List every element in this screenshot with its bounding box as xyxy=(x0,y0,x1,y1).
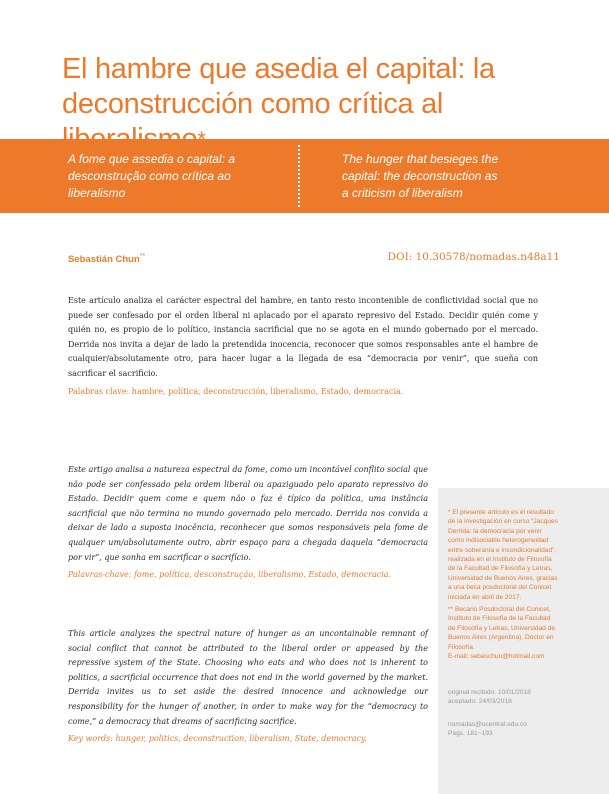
keywords-en-list: hunger, politics, deconstruction, liberalism, State, democracy. xyxy=(115,734,368,744)
keywords-en-label: Key words: xyxy=(68,734,113,744)
title-line-2-text: deconstrucción como crítica al xyxy=(62,88,444,120)
subtitle-pt-line: liberalismo xyxy=(68,186,126,200)
accepted-date: aceptado: 24/03/2018 xyxy=(448,698,512,706)
subtitle-en-line: a criticism of liberalism xyxy=(342,186,463,200)
abstract-portuguese xyxy=(68,463,428,583)
subtitle-en-line: capital: the deconstruction as xyxy=(342,169,498,183)
journal-email[interactable]: nomadas@ucentral.edu.co xyxy=(448,721,527,728)
abstract-pt-text: Este artigo analisa a natureza espectral da fome, como um incontável conflito social que não pode ser confessado pela ordem liberal ou apaziguado pelo aparato repressivo do Estado. Decidir quem come e quem não o faz é típico da política, uma instância sacrificial que não termina no mundo governado pelo mercado. Derrida nos convida a deixar de lado a suposta inocência, reconhecer que somos responsáveis pela fome de qualquer um/absolutamente outro, abrir espaço para a chegada daquela “democracia por vir”, que sonha em sacrificar o sacrifício. xyxy=(68,465,428,562)
keywords-es-list: hambre, política, deconstrucción, liberalismo, Estado, democracia. xyxy=(131,386,404,396)
keywords-es-label: Palabras clave: xyxy=(68,386,130,396)
keywords-spanish xyxy=(68,385,538,400)
keywords-english xyxy=(68,732,428,747)
abstract-en-text: This article analyzes the spectral nature of hunger as an uncontainable remnant of social conflict that cannot be attributed to the liberal order or appeased by the repressive system of the State. Choosing who eats and who does not is inherent to politics, a sacrificial occurrence that does not end in the world governed by the market. Derrida invites us to set aside the desired innocence and acknowledge our responsibility for the hunger of another, in order to make way for the “democracy to come,” a democracy that dreams of sacrificing sacrifice. xyxy=(68,629,428,726)
subtitle-band xyxy=(0,139,609,213)
submission-dates xyxy=(448,688,558,707)
subtitle-portuguese xyxy=(68,151,268,202)
abstract-english xyxy=(68,627,428,747)
band-divider xyxy=(298,145,300,207)
doi-link[interactable]: DOI: 10.30578/nomadas.n48a11 xyxy=(387,251,560,263)
page-range: Págs. 181~193 xyxy=(448,730,493,738)
abstract-spanish xyxy=(68,294,538,399)
abstract-es-text: Este artículo analiza el carácter espectral del hambre, en tanto resto incontenible de conflictividad social que no puede ser confesado por el orden liberal ni aplacado por el aparato represivo del Estado. Decidir quién come y quién no, es propio de lo político, instancia sacrificial que no se agota en el mundo gobernado por el mercado. Derrida nos invita a dejar de lado la pretendida inocencia, reconocer que somos responsables ante el hambre de cualquier/absolutamente otro, para hacer lugar a la llegada de esa “democracia por venir”, que sueña con sacrificar el sacrificio. xyxy=(68,296,538,378)
footnote-author xyxy=(448,605,558,661)
keywords-pt-list: fome, política, desconstrução, liberalismo, Estado, democracia. xyxy=(133,570,392,580)
author-name-text: Sebastián Chun xyxy=(68,254,140,266)
author-name xyxy=(68,253,145,265)
title-line-1: El hambre que asedia el capital: la xyxy=(62,53,495,85)
subtitle-english xyxy=(342,151,532,202)
author-footnote-mark: ** xyxy=(139,253,146,260)
subtitle-pt-line: A fome que assedia o capital: a xyxy=(68,152,235,166)
subtitle-pt-line: desconstrução como crítica ao xyxy=(68,169,231,183)
received-date: original recibido: 10/01/2018 xyxy=(448,689,531,696)
subtitle-en-line: The hunger that besieges the xyxy=(342,152,499,166)
footnote-research: * El presente artículo es el resultado de la investigación en curso “Jacques Derrida: la democracia por venir como indisociable heterogeneidad entre soberanía e incondicionalidad”, realizada en el Instituto de Filosofía de la Facultad de Filosofía y Letras, Universidad de Buenos Aires, gracias a una beca posdoctoral del Conicet iniciada en abril de 2017. xyxy=(448,509,558,601)
footnote-author-text: ** Becario Posdoctoral del Conicet, Instituto de Filosofía de la Facultad de Filosofía y Letras, Universidad de Buenos Aires (Argentina). Doctor en Filosofía. xyxy=(448,606,556,651)
journal-info xyxy=(448,720,558,739)
author-email[interactable]: E-mail: sebaschun@hotmail.com xyxy=(448,653,545,661)
keywords-portuguese xyxy=(68,568,428,583)
keywords-pt-label: Palavras-chave: xyxy=(68,570,132,580)
